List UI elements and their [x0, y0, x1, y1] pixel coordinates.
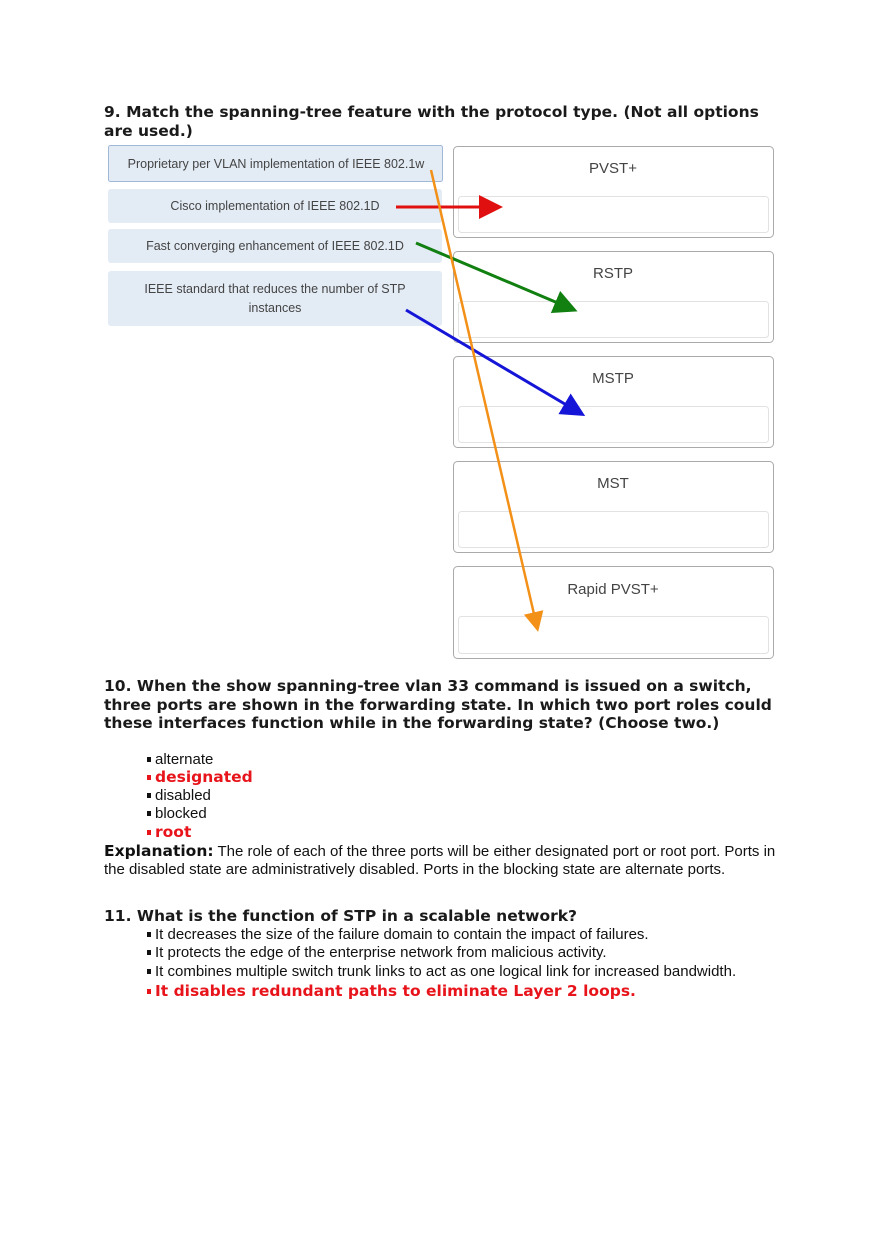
option-alternate: alternate — [147, 751, 213, 769]
option-designated-correct: designated — [147, 768, 253, 786]
explanation-text: The role of each of the three ports will be either designated port or root port. Ports in the disabled state are administratively disabled. Ports in the blocking state are alternate ports. — [104, 843, 776, 879]
option-root-correct: root — [147, 823, 191, 841]
explanation-label: Explanation: — [104, 842, 214, 860]
drop-zone[interactable] — [459, 197, 769, 233]
svg-text:Proprietary per VLAN implement: Proprietary per VLAN implementation of IEEE 802.1w — [127, 157, 425, 171]
feature-item[interactable] — [108, 229, 442, 263]
drop-zone[interactable] — [459, 407, 769, 443]
option: It protects the edge of the enterprise network from malicious activity. — [147, 944, 607, 962]
protocol-target-mstp[interactable] — [454, 357, 774, 448]
svg-text:instances: instances — [248, 301, 302, 315]
feature-item[interactable] — [108, 189, 442, 223]
drop-zone[interactable] — [459, 302, 769, 338]
protocol-target-pvst[interactable] — [454, 147, 774, 238]
option-blocked: blocked — [147, 805, 207, 823]
drop-zone[interactable] — [459, 617, 769, 654]
svg-text:IEEE standard that reduces the: IEEE standard that reduces the number of STP — [144, 282, 406, 296]
option-disabled: disabled — [147, 787, 211, 805]
svg-text:MSTP: MSTP — [592, 370, 634, 387]
drop-zone[interactable] — [459, 512, 769, 548]
svg-text:RSTP: RSTP — [592, 265, 634, 282]
feature-item[interactable] — [108, 271, 442, 326]
svg-text:PVST+: PVST+ — [589, 160, 637, 177]
svg-text:Fast converging enhancement of: Fast converging enhancement of IEEE 802.1D — [146, 239, 404, 253]
question-10-title: 10. When the show spanning-tree vlan 33 command is issued on a switch, three ports are shown in the forwarding state. In which two port roles could these interfaces function while in the forwarding state? (Choose two.) — [104, 677, 772, 732]
option-correct: It disables redundant paths to eliminate Layer 2 loops. — [147, 982, 636, 1000]
question-11-title: 11. What is the function of STP in a scalable network? — [104, 907, 578, 925]
feature-item[interactable] — [109, 146, 443, 182]
svg-text:Rapid PVST+: Rapid PVST+ — [567, 581, 659, 598]
option: It decreases the size of the failure domain to contain the impact of failures. — [147, 926, 649, 944]
protocol-target-rapid-pvst[interactable] — [454, 567, 774, 659]
svg-text:Cisco implementation of IEEE 8: Cisco implementation of IEEE 802.1D — [170, 199, 380, 213]
svg-text:MST: MST — [597, 475, 629, 492]
explanation — [104, 842, 784, 880]
option: It combines multiple switch trunk links to act as one logical link for increased bandwidth. — [147, 963, 736, 981]
protocol-target-rstp[interactable] — [454, 252, 774, 343]
question-9-title: 9. Match the spanning-tree feature with the protocol type. (Not all options are used.) — [104, 103, 759, 140]
